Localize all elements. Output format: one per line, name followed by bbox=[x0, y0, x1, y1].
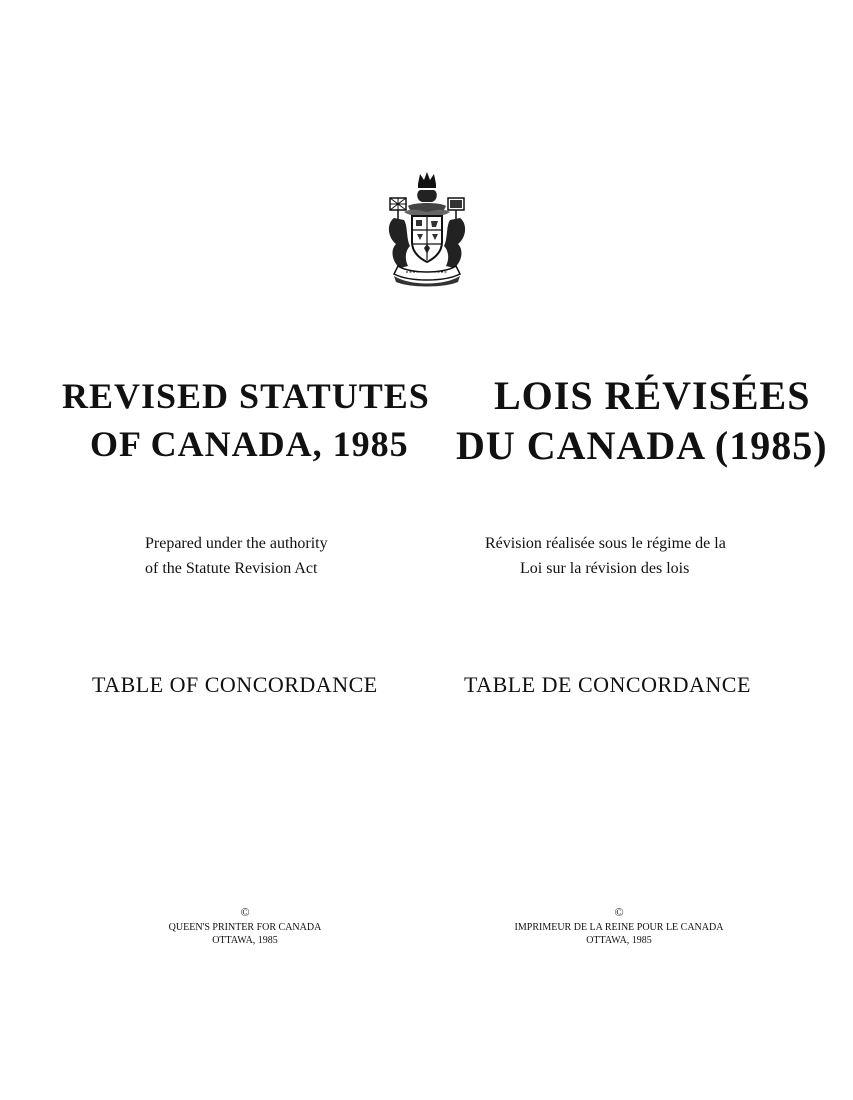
french-publisher: IMPRIMEUR DE LA REINE POUR LE CANADA bbox=[514, 922, 724, 933]
english-publisher: QUEEN'S PRINTER FOR CANADA bbox=[168, 922, 322, 933]
french-title-line1: LOIS RÉVISÉES bbox=[494, 373, 811, 418]
french-place-year: OTTAWA, 1985 bbox=[586, 934, 652, 946]
english-place-year: OTTAWA, 1985 bbox=[212, 934, 278, 946]
english-title-line2: OF CANADA, 1985 bbox=[90, 424, 409, 464]
coat-of-arms-icon bbox=[380, 168, 474, 288]
french-imprint bbox=[494, 906, 744, 947]
english-title-line1: REVISED STATUTES bbox=[62, 376, 430, 416]
french-copyright-symbol: © bbox=[614, 905, 624, 919]
english-section-heading: TABLE OF CONCORDANCE bbox=[92, 672, 378, 697]
french-authority-line2: Loi sur la révision des lois bbox=[520, 560, 690, 577]
english-copyright-symbol: © bbox=[240, 905, 250, 919]
english-imprint bbox=[140, 906, 350, 947]
french-title-line2: DU CANADA (1985) bbox=[456, 423, 828, 468]
english-authority-line2: of the Statute Revision Act bbox=[145, 560, 318, 577]
french-authority-line1: Révision réalisée sous le régime de la bbox=[485, 535, 726, 552]
english-authority-line1: Prepared under the authority bbox=[145, 535, 328, 552]
french-section-heading: TABLE DE CONCORDANCE bbox=[464, 672, 751, 697]
